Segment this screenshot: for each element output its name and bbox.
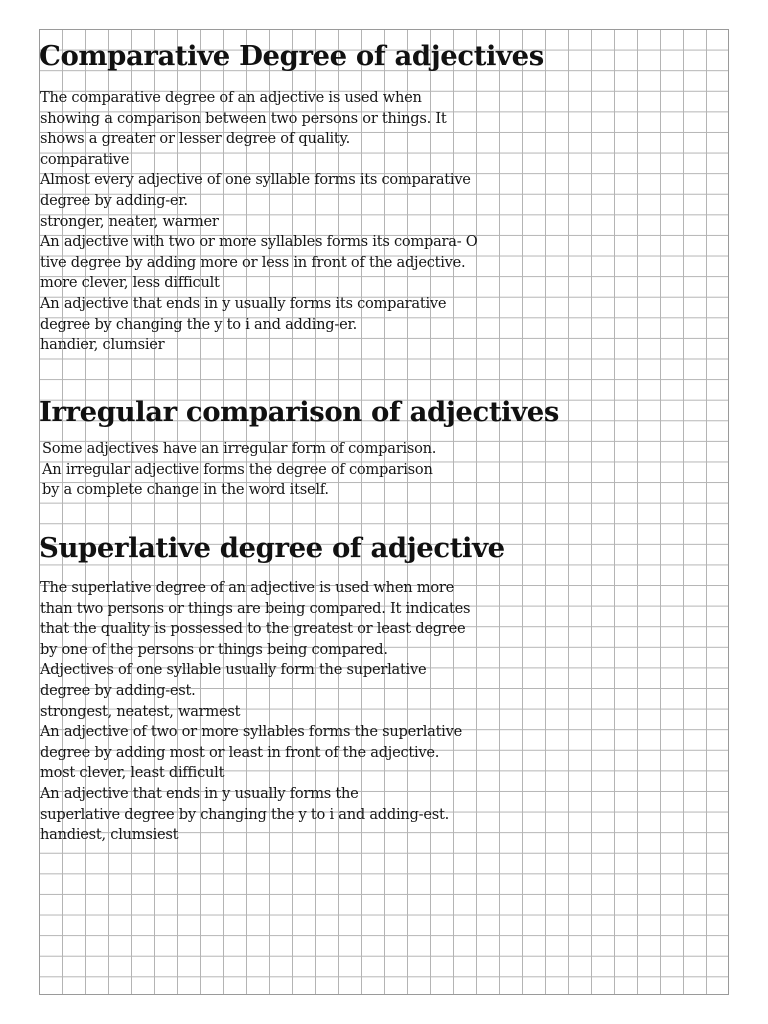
comparative-line: shows a greater or lesser degree of quality. xyxy=(40,130,350,148)
comparative-line: tive degree by adding more or less in front of the adjective. xyxy=(40,253,466,271)
comparative-line: handier, clumsier xyxy=(40,336,165,354)
superlative-line: An adjective of two or more syllables forms the superlative xyxy=(40,723,462,741)
comparative-line: showing a comparison between two persons or things. It xyxy=(40,109,447,127)
comparative-line: Almost every adjective of one syllable forms its comparative xyxy=(40,171,471,189)
comparative-line: An adjective that ends in y usually forms its comparative xyxy=(40,294,447,312)
superlative-line: degree by adding-est. xyxy=(40,681,196,699)
irregular-title: Irregular comparison of adjectives xyxy=(39,396,559,428)
comparative-line: degree by adding-er. xyxy=(40,191,188,209)
comparative-line: comparative xyxy=(40,150,130,168)
comparative-line: The comparative degree of an adjective is used when xyxy=(40,89,422,106)
superlative-line: than two persons or things are being compared. It indicates xyxy=(40,599,471,617)
superlative-body xyxy=(40,578,470,846)
comparative-body xyxy=(40,88,478,356)
comparative-line: An adjective with two or more syllables forms its compara- O xyxy=(40,233,478,251)
superlative-line: superlative degree by changing the y to i and adding-est. xyxy=(40,805,449,823)
superlative-line: that the quality is possessed to the greatest or least degree xyxy=(40,620,466,638)
comparative-line: stronger, neater, warmer xyxy=(40,212,219,230)
superlative-line: Adjectives of one syllable usually form the superlative xyxy=(40,661,427,679)
superlative-line: degree by adding most or least in front of the adjective. xyxy=(40,743,440,761)
superlative-line: The superlative degree of an adjective is used when more xyxy=(40,579,454,596)
superlative-line: strongest, neatest, warmest xyxy=(40,702,241,720)
comparative-line: degree by changing the y to i and adding-er. xyxy=(40,315,357,333)
superlative-line: An adjective that ends in y usually forms the xyxy=(40,784,359,802)
irregular-body xyxy=(42,439,436,501)
superlative-line: by one of the persons or things being compared. xyxy=(40,640,388,658)
superlative-title: Superlative degree of adjective xyxy=(39,532,505,564)
irregular-line: by a complete change in the word itself. xyxy=(42,481,329,499)
superlative-line: handiest, clumsiest xyxy=(40,826,179,844)
irregular-line: Some adjectives have an irregular form of comparison. xyxy=(42,440,437,457)
irregular-line: An irregular adjective forms the degree of comparison xyxy=(42,460,433,478)
comparative-title: Comparative Degree of adjectives xyxy=(39,40,544,72)
superlative-line: most clever, least difficult xyxy=(40,764,225,782)
comparative-line: more clever, less difficult xyxy=(40,274,220,292)
